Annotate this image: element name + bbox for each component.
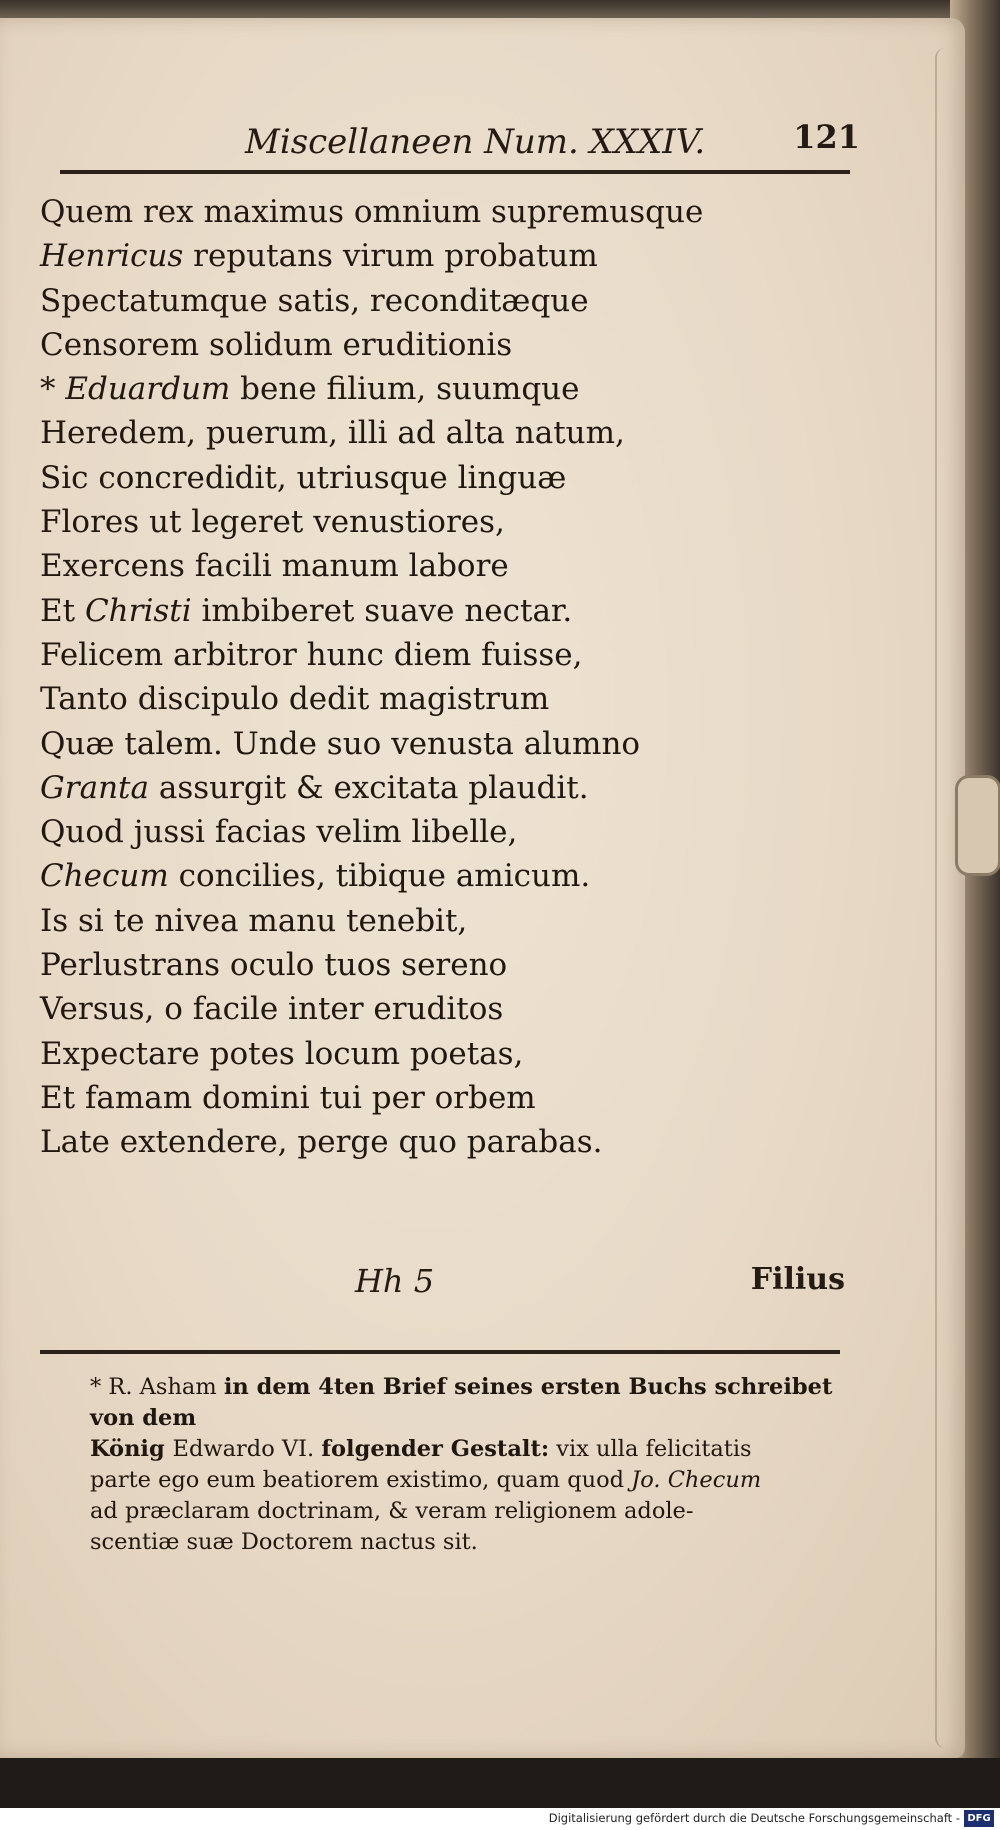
poem-text: * [40,371,66,408]
poem-line [40,899,860,943]
digitization-credit: Digitalisierung gefördert durch die Deutsche Forschungsgemeinschaft - [548,1811,960,1825]
footnote-text: Edwardo VI. [172,1436,322,1462]
poem-text: Et [40,592,85,629]
poem-line [40,234,860,278]
poem-text: Felicem arbitror hunc diem fuisse, [40,636,583,673]
page-footer [355,1262,865,1312]
book-bottom-edge [0,1758,1000,1808]
poem-line [40,722,860,766]
poem-line [40,190,860,234]
poem-line [40,411,860,455]
poem-name-italic: Christi [84,592,192,629]
footnote-line [90,1496,850,1527]
running-title: Miscellaneen Num. XXXIV. [245,122,706,162]
poem-text: reputans virum probatum [183,238,598,275]
poem-text: Quem rex maximus omnium supremusque [40,194,704,230]
poem-text: Perlustrans oculo tuos sereno [40,947,508,984]
poem-text: Censorem solidum eruditionis [40,326,513,363]
footnote [90,1372,850,1558]
footnote-text: parte ego eum beatiorem existimo, quam quod [90,1467,632,1493]
footnote-line [90,1465,850,1496]
signature-mark: Hh 5 [355,1262,435,1300]
poem-name-italic: Granta [40,769,149,806]
catchword: Filius [750,1262,845,1297]
footnote-italic-text: Jo. Checum [631,1467,762,1493]
poem-line [40,544,860,588]
footnote-text: * R. Asham [90,1374,224,1400]
poem-text: Et famam domini tui per orbem [40,1079,536,1116]
poem-line [40,943,860,987]
poem-line [40,766,860,810]
poem-text: Expectare potes locum poetas, [40,1035,524,1072]
poem-name-italic: Eduardum [65,371,231,408]
poem-text: Exercens facili manum labore [40,548,509,585]
footnote-text: vix ulla felicitatis [549,1436,752,1462]
poem-line [40,1120,860,1164]
poem-text: Spectatumque satis, reconditæque [40,282,589,319]
poem-text: Tanto discipulo dedit magistrum [40,681,550,718]
poem-text: Quæ talem. Unde suo venusta alumno [40,725,641,762]
poem-text: concilies, tibique amicum. [168,858,591,895]
poem-line [40,323,860,367]
poem-text: Is si te nivea manu tenebit, [40,902,468,939]
page-number: 121 [793,118,860,156]
credit-bar [0,1808,1000,1830]
poem-line [40,456,860,500]
poem-text: imbiberet suave nectar. [191,592,573,629]
page-tab-clip [955,775,1000,876]
dfg-logo: DFG [964,1810,994,1827]
poem-line [40,854,860,898]
poem-text: bene filium, suumque [230,371,580,408]
page-header [60,108,860,168]
poem-name-italic: Henricus [40,238,184,275]
poem-line [40,367,860,411]
footnote-text: ad præclaram doctrinam, & veram religionem adole- [90,1498,694,1524]
poem-text: assurgit & excitata plaudit. [148,769,589,806]
poem-line [40,279,860,323]
poem-line [40,1076,860,1120]
poem-line [40,1032,860,1076]
footnote-line [90,1434,850,1465]
poem-line [40,677,860,721]
poem-line [40,810,860,854]
poem-text: Quod jussi facias velim libelle, [40,814,518,851]
poem-text: Late extendere, perge quo parabas. [40,1124,603,1161]
poem-line [40,589,860,633]
poem-line [40,987,860,1031]
header-rule [60,170,850,174]
footnote-line [90,1372,850,1434]
poem-text: Sic concredidit, utriusque linguæ [40,459,567,496]
poem-text: Versus, o facile inter eruditos [40,991,504,1028]
footnote-fraktur-text: König [90,1436,173,1462]
poem-line [40,633,860,677]
footnote-fraktur-text: in dem 4ten Brief seines ersten Buchs schreibet von dem [90,1374,833,1431]
poem-body [40,190,860,1165]
poem-text: Heredem, puerum, illi ad alta natum, [40,415,625,452]
poem-text: Flores ut legeret venustiores, [40,504,505,541]
poem-name-italic: Checum [40,858,169,895]
footnote-line [90,1527,850,1558]
footnote-fraktur-text: folgender Gestalt: [321,1436,550,1462]
page-fold [935,48,959,1748]
poem-line [40,500,860,544]
footnote-rule [40,1350,840,1354]
footnote-text: scentiæ suæ Doctorem nactus sit. [90,1529,478,1555]
